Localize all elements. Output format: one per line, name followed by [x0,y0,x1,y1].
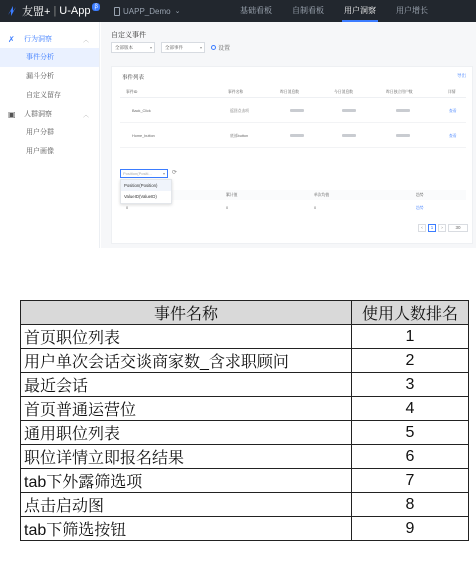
event-name-cell: tab下筛选按钮 [21,517,352,541]
settings-button[interactable] [211,43,230,52]
app-name: UAPP_Demo [123,6,171,16]
col-event-id[interactable]: 事件ID [126,90,138,94]
sidebar-group-behavior[interactable] [0,30,99,48]
table-row [21,493,469,517]
table-row [21,373,469,397]
rank-cell: 4 [352,397,469,421]
app-selector[interactable] [114,7,214,16]
table-row [21,325,469,349]
trend-link[interactable]: 趋势 [416,206,424,210]
redacted-value [396,109,410,112]
col-today-msgs[interactable]: 今日消息数 [334,90,353,94]
dropdown-option[interactable]: ValueID(ValueID) [124,194,157,199]
redacted-value [290,134,304,137]
col-yesterday-users[interactable]: 昨日独立用户数 [386,90,413,94]
table-row [120,124,466,148]
export-link[interactable]: 导出 [457,73,466,78]
col-trend: 趋势 [416,193,424,197]
dropdown-option[interactable]: Position(Position) [121,180,171,191]
event-name-cell: 首页职位列表 [21,325,352,349]
event-select[interactable] [161,42,205,53]
table-row [21,445,469,469]
total-value: 0 [226,206,229,210]
chevron-up-icon: ︿ [82,37,89,44]
page-number[interactable]: 1 [428,224,436,232]
refresh-icon[interactable]: ⟳ [172,170,178,176]
beta-badge: β [94,4,98,10]
event-name: 返回点击项 [230,109,249,113]
filter-bar [111,42,230,53]
rank-cell: 7 [352,469,469,493]
event-name-cell: 首页普通运营位 [21,397,352,421]
avg-value: 0 [314,206,317,210]
chevron-down-icon: ▾ [199,45,202,50]
table-row [21,421,469,445]
event-name-cell: 点击启动图 [21,493,352,517]
property-dropdown [120,179,172,204]
rank-cell: 6 [352,445,469,469]
detail-link[interactable]: 查看 [449,109,457,113]
sidebar [0,22,100,248]
rank-cell: 1 [352,325,469,349]
product-name: U-App [59,5,91,17]
table-row [21,349,469,373]
nav-user-insight[interactable]: 用户洞察 [334,0,386,22]
event-id: Back_Click [132,109,151,113]
table-row [21,469,469,493]
event-list-card [111,66,473,244]
event-name-cell: tab下外露筛选项 [21,469,352,493]
version-select[interactable] [111,42,155,53]
property-select[interactable] [120,169,168,178]
sidebar-item-user-segments[interactable]: 用户分群 [26,129,54,136]
rank-cell: 9 [352,517,469,541]
chevron-up-icon: ︿ [82,112,89,119]
detail-link[interactable]: 查看 [449,134,457,138]
table-row [120,99,466,123]
sidebar-group-label: 人群洞察 [24,111,52,118]
sidebar-item-user-profile[interactable]: 用户画像 [26,148,54,155]
nav-custom-board[interactable]: 自制看板 [292,6,324,15]
chevron-down-icon: ▾ [162,171,165,176]
nav-user-growth[interactable]: 用户增长 [396,6,428,15]
event-id: Home_button [132,134,155,138]
col-yesterday-msgs[interactable]: 昨日消息数 [280,90,299,94]
sidebar-item-retention[interactable]: 自定义留存 [26,92,61,99]
sidebar-group-label: 行为洞察 [24,36,52,43]
card-title: 事件列表 [122,75,145,81]
sidebar-item-event-analysis[interactable]: 事件分析 [0,48,99,67]
crowd-icon: ▣ [8,109,16,119]
page-size-select[interactable]: 30 [448,224,468,232]
chevron-down-icon: ▾ [149,45,152,50]
redacted-value [396,134,410,137]
col-detail: 详情 [448,90,456,94]
settings-label: 设置 [218,46,231,52]
next-page-button[interactable]: › [438,224,446,232]
top-bar [0,0,476,22]
phone-icon [114,7,120,16]
property-value: 0 [126,206,129,210]
event-select-value: 全部事件 [165,45,183,50]
version-select-value: 全部版本 [115,45,133,50]
redacted-value [290,109,304,112]
main-content [101,22,476,248]
prev-page-button[interactable]: ‹ [418,224,426,232]
rank-cell: 8 [352,493,469,517]
col-event-name[interactable]: 事件名称 [228,90,244,94]
header-user-rank: 使用人数排名 [352,301,469,325]
page-title: 自定义事件 [111,32,146,39]
table-row [21,397,469,421]
event-name-cell: 职位详情立即报名结果 [21,445,352,469]
gear-icon [211,45,216,50]
chevron-down-icon: ⌄ [174,8,181,15]
logo-divider: | [53,5,57,17]
table-row [21,517,469,541]
sidebar-item-funnel[interactable]: 漏斗分析 [26,73,54,80]
event-name-cell: 最近会话 [21,373,352,397]
table-row [120,203,466,215]
pagination [416,224,468,232]
behavior-icon: ✗ [8,34,15,44]
event-name: 底部button [230,134,249,138]
event-name-cell: 用户单次会话交谈商家数_含求职顾问 [21,349,352,373]
redacted-value [342,109,356,112]
col-avg: 单次均值 [314,193,330,197]
property-select-value: Position(Positi... [123,171,152,176]
rank-cell: 3 [352,373,469,397]
redacted-value [342,134,356,137]
logo-text: 友盟+ [22,6,51,18]
nav-basic-board[interactable]: 基础看板 [240,6,272,15]
rank-cell: 5 [352,421,469,445]
top-nav [230,0,438,22]
event-table-header [120,87,466,98]
umeng-logo-icon [6,5,18,17]
event-rank-table [20,300,469,541]
brand[interactable] [0,3,108,19]
header-event-name: 事件名称 [21,301,352,325]
sidebar-group-crowd[interactable] [0,105,99,123]
col-total: 累计值 [226,193,238,197]
rank-cell: 2 [352,349,469,373]
event-name-cell: 通用职位列表 [21,421,352,445]
table-header-row [21,301,469,325]
